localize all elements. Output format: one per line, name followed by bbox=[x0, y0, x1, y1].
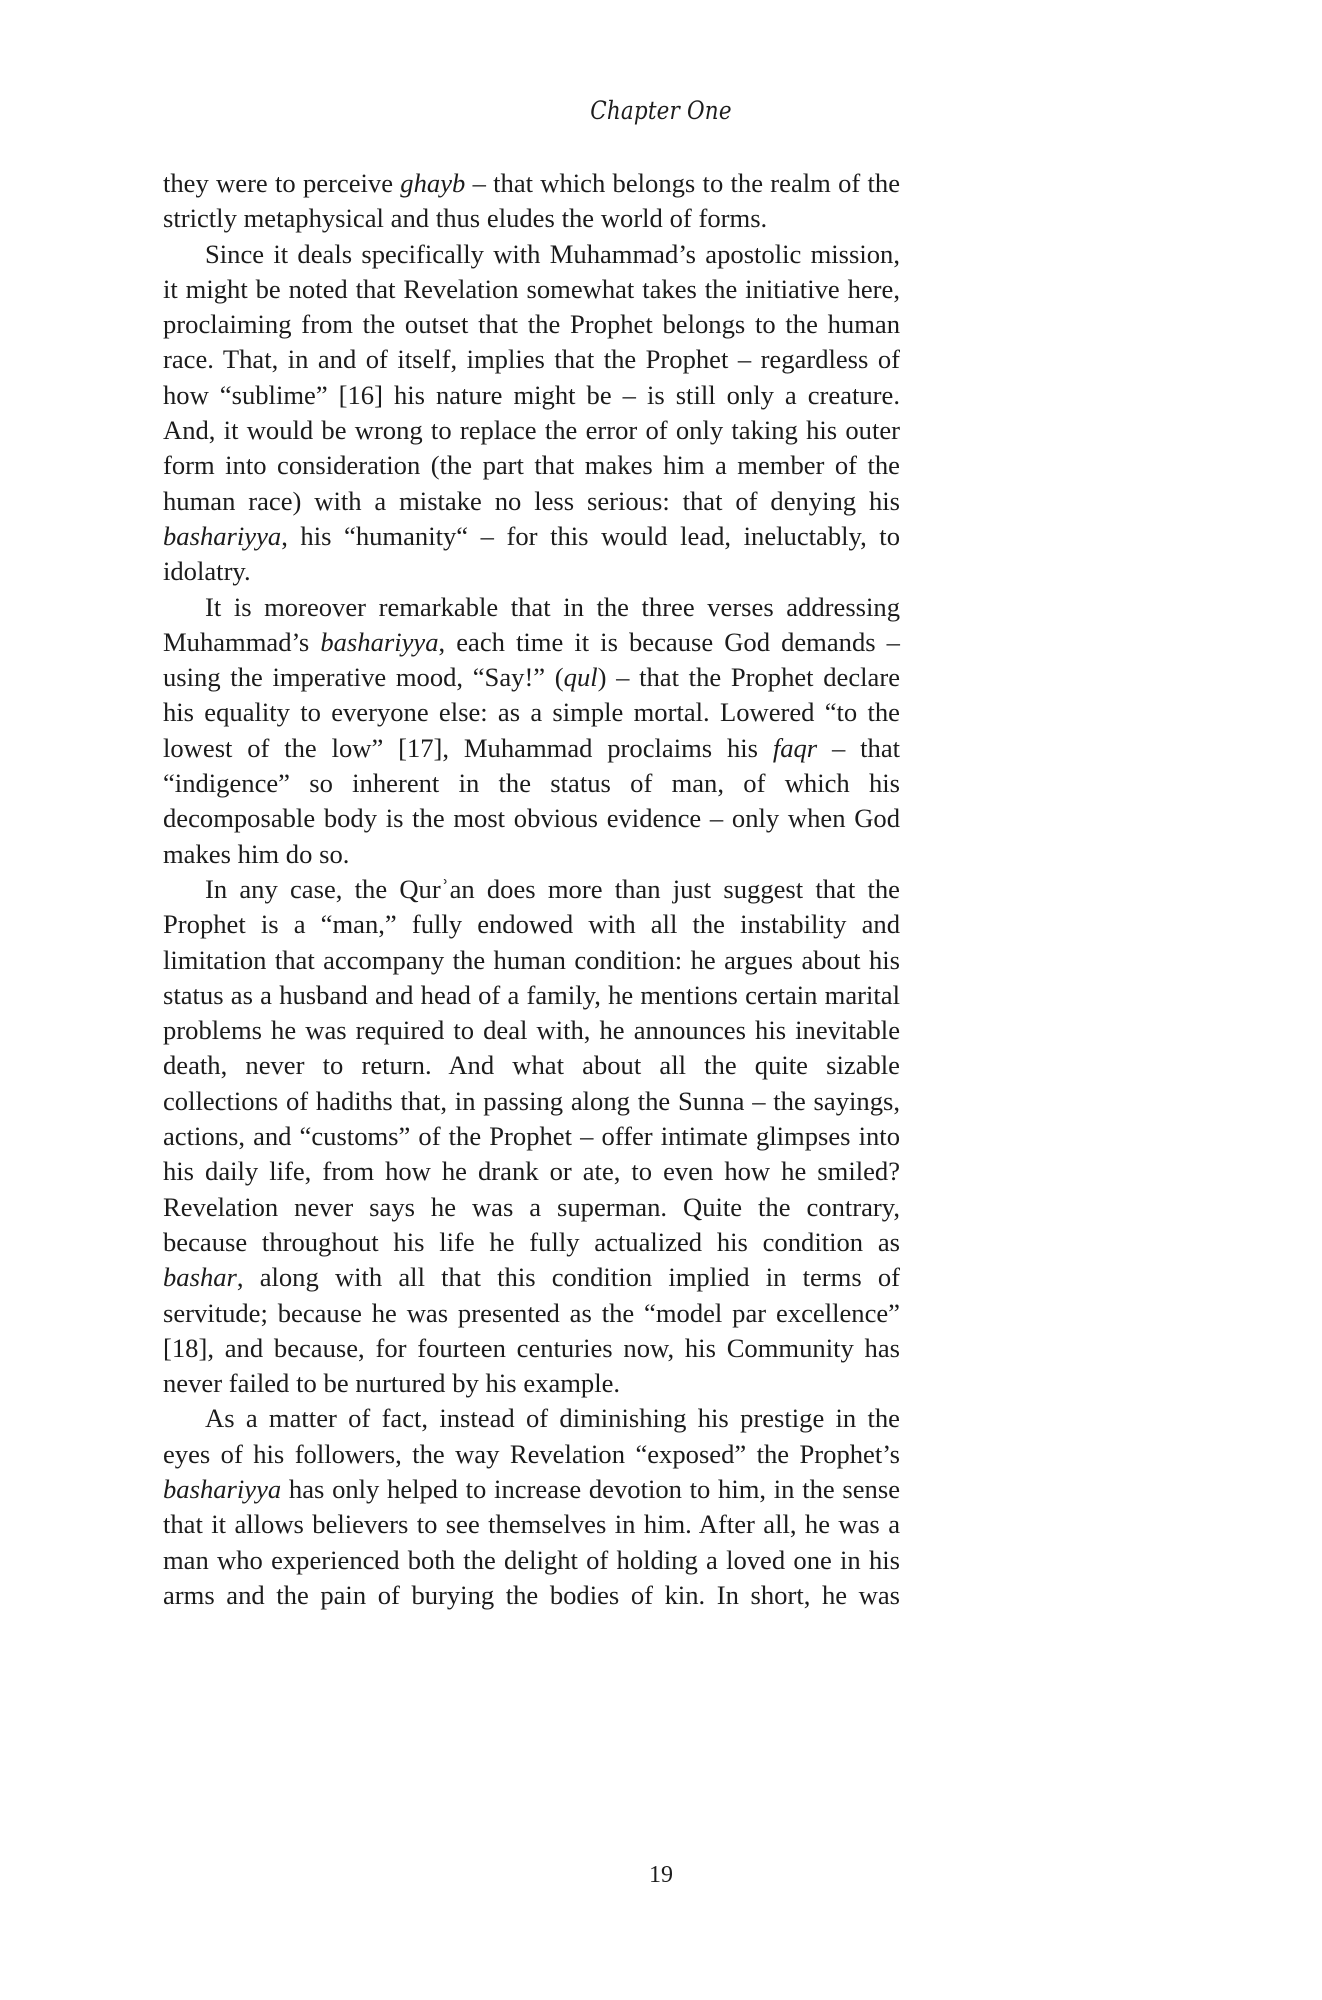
run-text: As a matter of fact, instead of diminishing his prestige in the eyes of his followers, the way Revelation “exposed” the Prophet’s bbox=[163, 1403, 900, 1469]
run-text: they were to perceive bbox=[163, 168, 401, 198]
foreign-term-bashariyya: bashariyya bbox=[163, 520, 282, 551]
foreign-term-ghayb: ghayb bbox=[400, 168, 466, 198]
run-text: , Muhammad proclaims his bbox=[442, 732, 773, 763]
body-text-block bbox=[163, 166, 900, 1613]
foreign-term-bashariyya: bashariyya bbox=[163, 1473, 282, 1504]
foreign-term-qul: qul bbox=[563, 662, 598, 693]
run-text: , his “humanity“ – for this would lead, ineluctably, to idolatry. bbox=[163, 520, 900, 587]
foreign-term-faqr: faqr bbox=[772, 732, 818, 763]
run-text: , and because, for fourteen centuries now, his Community has never failed to be nurtured by his example. bbox=[163, 1332, 900, 1399]
note-reference-18: [18] bbox=[163, 1332, 208, 1363]
paragraph-apostolic-mission bbox=[163, 237, 900, 590]
run-text: – that “indigence” so inherent in the status of man, of which his decomposable body is the most obvious evidence – only when God makes him do so. bbox=[163, 732, 901, 869]
run-text: In any case, the Qurʾan does more than just suggest that the Prophet is a “man,” fully endowed with all the instability and limitation that accompany the human condition: he argues about his status as a husband and head of a family, he mentions certain marital problems he was required to deal with, he announces his inevitable death, never to return. And what about all the quite sizable collections of hadiths that, in passing along the Sunna – the sayings, actions, and “customs” of the Prophet – offer intimate glimpses into his daily life, from how he drank or ate, to even how he smiled? Revelation never says he was a superman. Quite the contrary, because throughout his life he fully actualized his condition as bbox=[163, 873, 900, 1257]
paragraph-in-any-case bbox=[163, 872, 900, 1401]
run-text: has only helped to increase devotion to him, in the sense that it allows believers to see themselves in him. After all, he was a man who experienced both the delight of holding a loved one in his arms and the pain of burying the bodies of kin. In short, he was bbox=[163, 1473, 900, 1610]
running-head: Chapter One bbox=[590, 96, 732, 125]
run-text: It is moreover remarkable that in the three verses addressing Muhammad’s bbox=[163, 591, 900, 657]
run-text: , each time it is because God demands – using the imperative mood, “Say!” ( bbox=[163, 626, 900, 693]
run-text: his nature might be – is still only a creature. And, it would be wrong to replace the error of only taking his outer form into consideration (the part that makes him a member of the human race) with a mistake no less serious: that of denying his bbox=[163, 379, 900, 516]
page-number: 19 bbox=[649, 1862, 673, 1888]
note-reference-17: [17] bbox=[398, 732, 443, 763]
paragraph-ghayb bbox=[163, 166, 900, 237]
paragraph-three-verses bbox=[163, 590, 900, 872]
run-text: , along with all that this condition implied in terms of servitude; because he was presented as the “model par excellence” bbox=[163, 1262, 900, 1328]
run-text: ) – that the Prophet declare his equality to everyone else: as a simple mortal. Lowered “to the lowest of the low” bbox=[163, 662, 900, 763]
paragraph-matter-of-fact bbox=[163, 1401, 900, 1613]
note-reference-16: [16] bbox=[338, 379, 383, 410]
run-text: – that which belongs to the realm of the strictly metaphysical and thus eludes the world of forms. bbox=[163, 168, 901, 234]
foreign-term-bashar: bashar bbox=[163, 1262, 237, 1293]
run-text: Since it deals specifically with Muhammad’s apostolic mission, it might be noted that Revelation somewhat takes the initiative here, proclaiming from the outset that the Prophet belongs to the human race. That, in and of itself, implies that the Prophet – regardless of how “sublime” bbox=[163, 238, 900, 410]
foreign-term-bashariyya: bashariyya bbox=[320, 626, 439, 657]
